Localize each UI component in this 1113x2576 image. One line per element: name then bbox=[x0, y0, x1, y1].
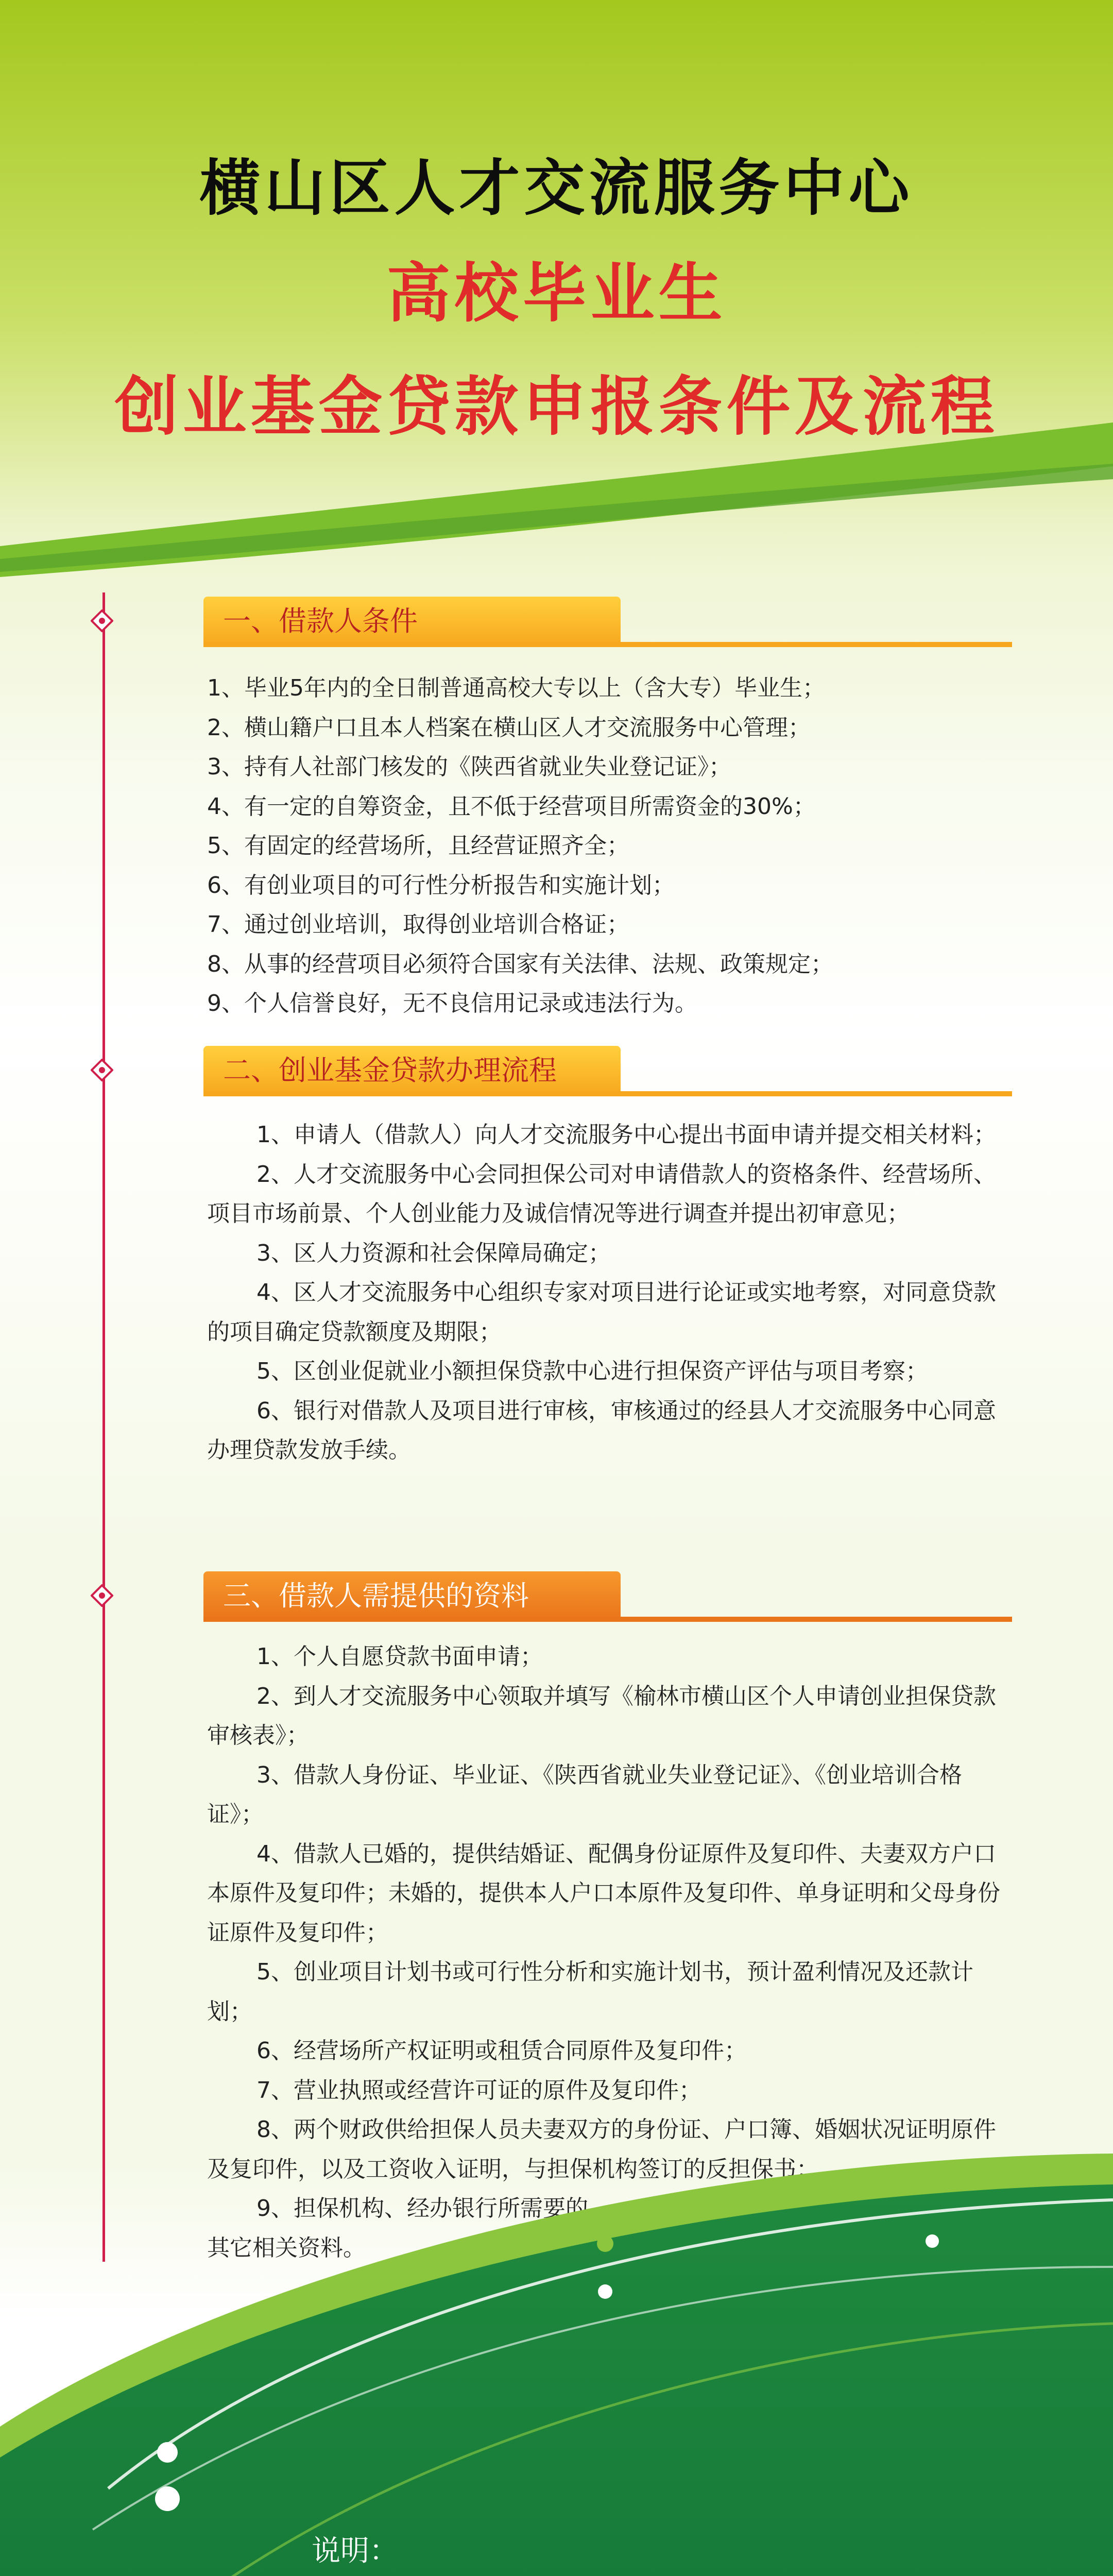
section-divider bbox=[203, 1091, 1012, 1096]
list-item: 4、有一定的自筹资金，且不低于经营项目所需资金的30%； bbox=[207, 793, 816, 820]
list-item: 3、借款人身份证、毕业证、《陕西省就业失业登记证》、《创业培训合格证》； bbox=[207, 1761, 962, 1827]
list-item: 5、有固定的经营场所，且经营证照齐全； bbox=[207, 833, 629, 859]
list-item: 5、区创业促就业小额担保贷款中心进行担保资产评估与项目考察； bbox=[256, 1358, 928, 1384]
list-item: 2、横山籍户口且本人档案在横山区人才交流服务中心管理； bbox=[207, 714, 811, 741]
list-item: 1、毕业5年内的全日制普通高校大专以上（含大专）毕业生； bbox=[207, 675, 825, 701]
list-item: 3、区人力资源和社会保障局确定； bbox=[256, 1240, 611, 1266]
list-item-continuation: 其它相关资料。 bbox=[207, 2234, 366, 2261]
list-item: 8、从事的经营项目必须符合国家有关法律、法规、政策规定； bbox=[207, 951, 833, 977]
borrower-conditions-list bbox=[207, 669, 1011, 1024]
list-item: 7、营业执照或经营许可证的原件及复印件； bbox=[256, 2077, 701, 2104]
timeline-line bbox=[102, 592, 105, 2262]
list-item: 1、个人自愿贷款书面申请； bbox=[256, 1643, 543, 1670]
timeline-node-icon bbox=[91, 1059, 113, 1081]
notes-block bbox=[312, 2524, 1084, 2576]
list-item: 9、个人信誉良好，无不良信用记录或违法行为。 bbox=[207, 990, 697, 1016]
loan-process-list bbox=[207, 1115, 1011, 1470]
list-item: 4、区人才交流服务中心组织专家对项目进行论证或实地考察，对同意贷款的项目确定贷款额度及期限； bbox=[207, 1279, 996, 1345]
timeline-node-icon bbox=[91, 609, 113, 632]
list-item: 4、借款人已婚的，提供结婚证、配偶身份证原件及复印件、夫妻双方户口本原件及复印件；未婚的，提供本人户口本原件及复印件、单身证明和父母身份证原件及复印件； bbox=[207, 1840, 1000, 1946]
list-item: 1、申请人（借款人）向人才交流服务中心提出书面申请并提交相关材料； bbox=[256, 1122, 996, 1148]
list-item: 2、到人才交流服务中心领取并填写《榆林市横山区个人申请创业担保贷款审核表》； bbox=[207, 1683, 996, 1749]
subtitle: 高校毕业生 bbox=[386, 256, 727, 331]
list-item: 2、人才交流服务中心会同担保公司对申请借款人的资格条件、经营场所、项目市场前景、个人创业能力及诚信情况等进行调查并提出初审意见； bbox=[207, 1161, 996, 1227]
page-title: 创业基金贷款申报条件及流程 bbox=[114, 369, 999, 444]
section-heading-required-documents: 三、借款人需提供的资料 bbox=[203, 1571, 621, 1621]
list-item: 3、持有人社部门核发的《陕西省就业失业登记证》； bbox=[207, 754, 731, 780]
section-heading-borrower-conditions: 一、借款人条件 bbox=[203, 597, 621, 646]
list-item: 9、担保机构、经办银行所需要的 bbox=[256, 2195, 588, 2222]
footer-background bbox=[0, 2138, 1113, 2576]
timeline-node-icon bbox=[91, 1584, 113, 1607]
section-heading-loan-process: 二、创业基金贷款办理流程 bbox=[203, 1046, 621, 1095]
list-item: 5、创业项目计划书或可行性分析和实施计划书，预计盈利情况及还款计划； bbox=[207, 1959, 973, 2025]
org-title: 横山区人才交流服务中心 bbox=[199, 152, 914, 224]
list-item: 8、两个财政供给担保人员夫妻双方的身份证、户口簿、婚姻状况证明原件及复印件，以及工资收入证明，与担保机构签订的反担保书； bbox=[207, 2116, 996, 2182]
section-divider bbox=[203, 1617, 1012, 1622]
list-item: 6、有创业项目的可行性分析报告和实施计划； bbox=[207, 872, 675, 899]
list-item: 7、通过创业培训，取得创业培训合格证； bbox=[207, 911, 629, 938]
notes-label: 说明： bbox=[312, 2534, 398, 2568]
list-item: 6、银行对借款人及项目进行审核，审核通过的经县人才交流服务中心同意办理贷款发放手续。 bbox=[207, 1397, 996, 1463]
list-item: 6、经营场所产权证明或租赁合同原件及复印件； bbox=[256, 2038, 747, 2064]
section-divider bbox=[203, 642, 1012, 647]
